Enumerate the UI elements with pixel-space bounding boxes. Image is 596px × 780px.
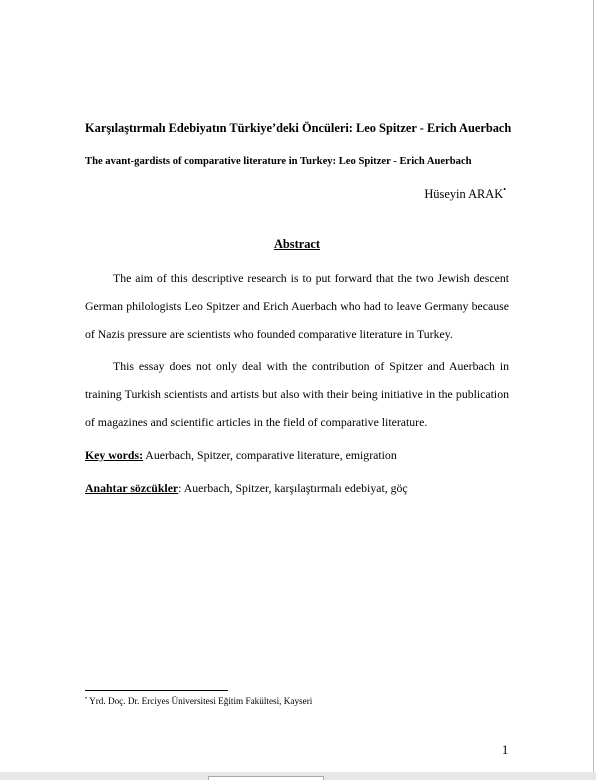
footnote-text: Yrd. Doç. Dr. Erciyes Üniversitesi Eğitim Fakültesi, Kayseri xyxy=(87,696,313,706)
abstract-paragraph-1: The aim of this descriptive research is to put forward that the two Jewish descent German philologists Leo Spitzer and Erich Auerbach who had to leave Germany because of Nazis pressure are scientists who founded comparative literature in Turkey. xyxy=(85,271,509,341)
turkish-title: Karşılaştırmalı Edebiyatın Türkiye’deki Öncüleri: Leo Spitzer - Erich Auerbach xyxy=(85,121,512,135)
footnote xyxy=(85,696,312,706)
anahtar-sozcukler-value: Auerbach, Spitzer, karşılaştırmalı edebiyat, göç xyxy=(181,481,408,495)
anahtar-sozcukler-label: Anahtar sözcükler xyxy=(85,481,179,495)
anahtar-sozcukler-colon: : xyxy=(178,481,182,495)
page-number: 1 xyxy=(502,743,509,757)
keywords-label: Key words: xyxy=(85,448,143,462)
abstract-heading: Abstract xyxy=(273,237,321,251)
footnote-separator xyxy=(85,690,228,691)
english-title: The avant-gardists of comparative literature in Turkey: Leo Spitzer - Erich Auerbach xyxy=(85,156,472,167)
horizontal-scrollbar-thumb[interactable] xyxy=(208,776,324,780)
anahtar-sozcukler-line xyxy=(85,481,408,496)
keywords-value: Auerbach, Spitzer, comparative literature, emigration xyxy=(143,448,397,462)
author-line xyxy=(424,185,506,202)
author-footnote-marker: • xyxy=(503,185,506,194)
keywords-line xyxy=(85,448,397,463)
footnote-marker: • xyxy=(85,696,88,702)
abstract-paragraph-2: This essay does not only deal with the contribution of Spitzer and Auerbach in training Turkish scientists and artists but also with their being initiative in the publication of magazines and scientific articles in the field of comparative literature. xyxy=(85,359,509,429)
author-name: Hüseyin ARAK xyxy=(424,187,504,201)
